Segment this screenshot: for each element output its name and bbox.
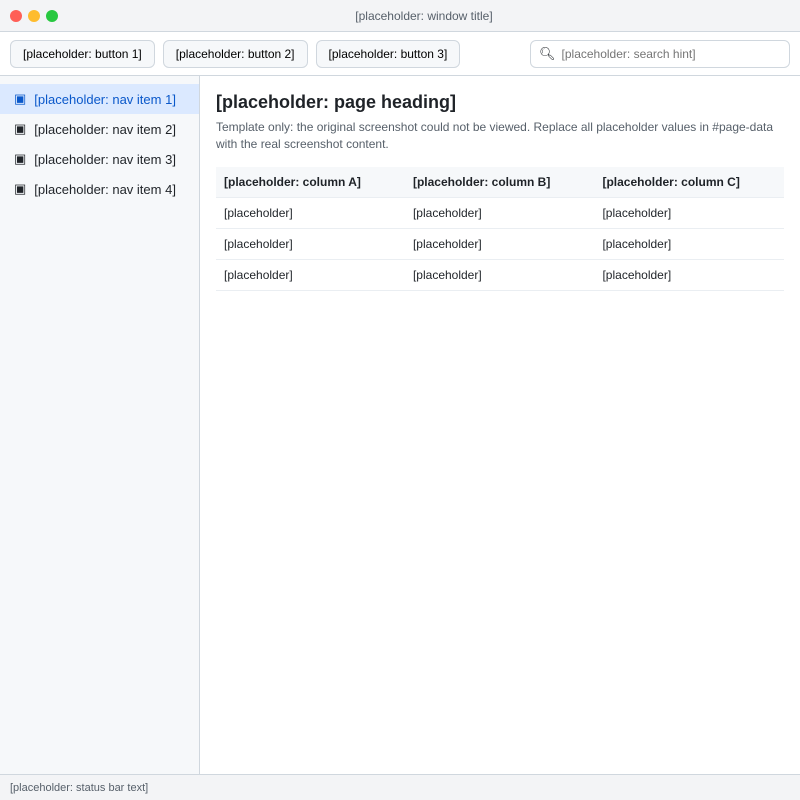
window-title: [placeholder: window title] xyxy=(355,8,493,23)
sidebar-item-label: [placeholder: nav item 4] xyxy=(34,181,176,197)
table-cell: [placeholder] xyxy=(594,228,784,259)
status-bar xyxy=(0,774,800,800)
sidebar xyxy=(0,76,200,774)
column-header[interactable]: [placeholder: column A] xyxy=(216,167,405,198)
content-area xyxy=(0,76,800,774)
search-box[interactable] xyxy=(530,40,790,68)
sidebar-item-3[interactable] xyxy=(0,144,199,174)
folder-icon: ▣ xyxy=(14,91,27,106)
sidebar-item-label: [placeholder: nav item 1] xyxy=(34,91,176,107)
folder-icon: ▣ xyxy=(14,151,27,166)
table-row[interactable] xyxy=(216,259,784,290)
sidebar-item-2[interactable] xyxy=(0,114,199,144)
status-text: [placeholder: status bar text] xyxy=(10,781,149,794)
search-input[interactable] xyxy=(562,47,781,61)
sidebar-item-1[interactable] xyxy=(0,84,199,114)
table-cell: [placeholder] xyxy=(405,228,595,259)
table-cell: [placeholder] xyxy=(594,197,784,228)
sidebar-item-4[interactable] xyxy=(0,174,199,204)
main-panel xyxy=(200,76,800,774)
table-cell: [placeholder] xyxy=(405,197,595,228)
table-row[interactable] xyxy=(216,228,784,259)
table-cell: [placeholder] xyxy=(216,228,405,259)
data-table xyxy=(216,167,784,291)
table-cell: [placeholder] xyxy=(216,197,405,228)
column-header[interactable]: [placeholder: column B] xyxy=(405,167,595,198)
template-notice: Template only: the original screenshot could not be viewed. Replace all placeholder values in #page-data with the real screenshot content. xyxy=(216,120,774,151)
column-header[interactable]: [placeholder: column C] xyxy=(594,167,784,198)
toolbar-button-2[interactable]: [placeholder: button 2] xyxy=(163,40,308,68)
maximize-window-button[interactable] xyxy=(46,10,58,22)
table-cell: [placeholder] xyxy=(216,259,405,290)
toolbar-button-1[interactable]: [placeholder: button 1] xyxy=(10,40,155,68)
toolbar xyxy=(0,32,800,76)
sidebar-item-label: [placeholder: nav item 2] xyxy=(34,121,176,137)
page-title: [placeholder: page heading] xyxy=(216,92,457,112)
window-controls xyxy=(10,10,58,22)
sidebar-item-label: [placeholder: nav item 3] xyxy=(34,151,176,167)
toolbar-button-3[interactable]: [placeholder: button 3] xyxy=(316,40,461,68)
table-header-row xyxy=(216,167,784,198)
table-row[interactable] xyxy=(216,197,784,228)
minimize-window-button[interactable] xyxy=(28,10,40,22)
search-icon: 🔍︎ xyxy=(539,45,556,61)
close-window-button[interactable] xyxy=(10,10,22,22)
table-cell: [placeholder] xyxy=(594,259,784,290)
title-bar xyxy=(0,0,800,32)
folder-icon: ▣ xyxy=(14,181,27,196)
folder-icon: ▣ xyxy=(14,121,27,136)
table-cell: [placeholder] xyxy=(405,259,595,290)
